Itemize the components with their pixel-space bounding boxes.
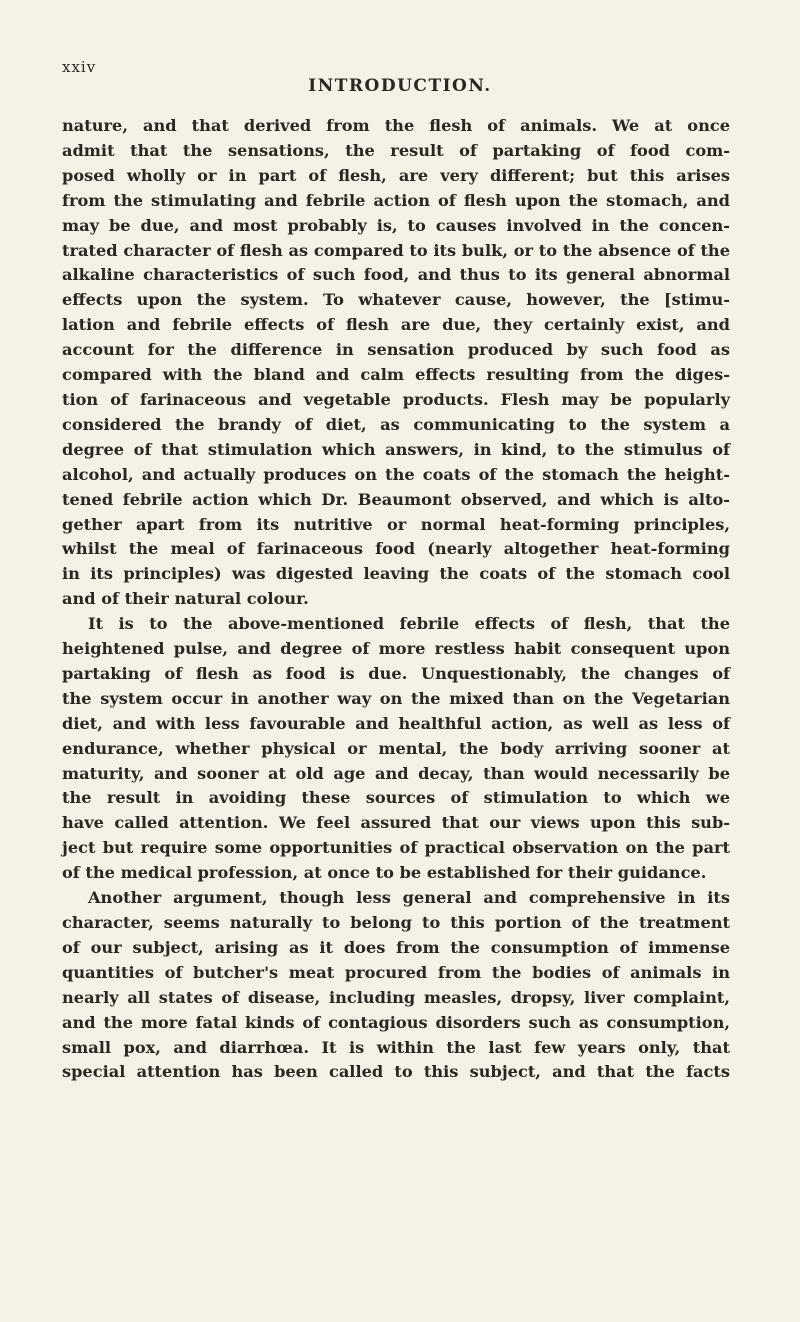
text-line: effects upon the system. To whatever cause, however, the [stimu- xyxy=(62,290,730,310)
text-line: diet, and with less favourable and healthful action, as well as less of xyxy=(62,713,730,733)
text-line: have called attention. We feel assured that our views upon this sub- xyxy=(62,813,730,833)
text-line: considered the brandy of diet, as communicating to the system a xyxy=(62,414,730,434)
text-line: quantities of butcher's meat procured from the bodies of animals in xyxy=(62,962,730,982)
text-line: Another argument, though less general and comprehensive in its xyxy=(88,888,730,908)
text-line: posed wholly or in part of flesh, are very different; but this arises xyxy=(62,165,730,185)
text-line: of the medical profession, at once to be established for their guidance. xyxy=(62,863,707,883)
text-line: of our subject, arising as it does from the consumption of immense xyxy=(62,937,730,957)
text-line: lation and febrile effects of flesh are due, they certainly exist, and xyxy=(62,315,730,335)
text-line: the system occur in another way on the mixed than on the Vegetarian xyxy=(62,688,730,708)
text-line: may be due, and most probably is, to causes involved in the concen- xyxy=(62,215,730,235)
text-line: nearly all states of disease, including measles, dropsy, liver complaint, xyxy=(62,987,730,1007)
page-number: xxiv xyxy=(62,58,97,76)
text-line: degree of that stimulation which answers, in kind, to the stimulus of xyxy=(62,439,730,459)
text-line: maturity, and sooner at old age and decay, than would necessarily be xyxy=(62,763,730,783)
text-line: alcohol, and actually produces on the coats of the stomach the height- xyxy=(62,464,730,484)
text-line: ject but require some opportunities of practical observation on the part xyxy=(62,838,730,858)
text-line: alkaline characteristics of such food, and thus to its general abnormal xyxy=(62,265,730,285)
text-line: whilst the meal of farinaceous food (nearly altogether heat-forming xyxy=(62,539,730,559)
text-line: It is to the above-mentioned febrile effects of flesh, that the xyxy=(88,614,730,634)
text-line: in its principles) was digested leaving the coats of the stomach cool xyxy=(62,564,730,584)
body-text xyxy=(62,114,730,1085)
running-title: INTRODUCTION. xyxy=(308,76,492,96)
text-line: heightened pulse, and degree of more restless habit consequent upon xyxy=(62,639,730,659)
text-line: admit that the sensations, the result of partaking of food com- xyxy=(62,140,730,160)
text-line: character, seems naturally to belong to this portion of the treatment xyxy=(62,913,730,932)
text-line: small pox, and diarrhœa. It is within the last few years only, that xyxy=(62,1037,730,1057)
text-line: account for the difference in sensation produced by such food as xyxy=(62,340,730,360)
text-line: the result in avoiding these sources of stimulation to which we xyxy=(62,788,730,808)
text-line: from the stimulating and febrile action of flesh upon the stomach, and xyxy=(62,190,730,210)
text-line: gether apart from its nutritive or normal heat-forming principles, xyxy=(62,514,730,534)
text-line: compared with the bland and calm effects resulting from the diges- xyxy=(62,365,730,385)
text-line: and of their natural colour. xyxy=(62,589,309,609)
text-line: endurance, whether physical or mental, the body arriving sooner at xyxy=(62,738,730,758)
text-line: trated character of flesh as compared to its bulk, or to the absence of the xyxy=(62,240,730,260)
text-line: tened febrile action which Dr. Beaumont observed, and which is alto- xyxy=(62,489,730,509)
text-line: partaking of flesh as food is due. Unquestionably, the changes of xyxy=(62,663,730,683)
text-line: and the more fatal kinds of contagious disorders such as consumption, xyxy=(62,1012,730,1032)
text-line: nature, and that derived from the flesh of animals. We at once xyxy=(62,116,730,135)
text-line: tion of farinaceous and vegetable products. Flesh may be popularly xyxy=(62,389,730,409)
text-line: special attention has been called to this subject, and that the facts xyxy=(62,1062,730,1082)
